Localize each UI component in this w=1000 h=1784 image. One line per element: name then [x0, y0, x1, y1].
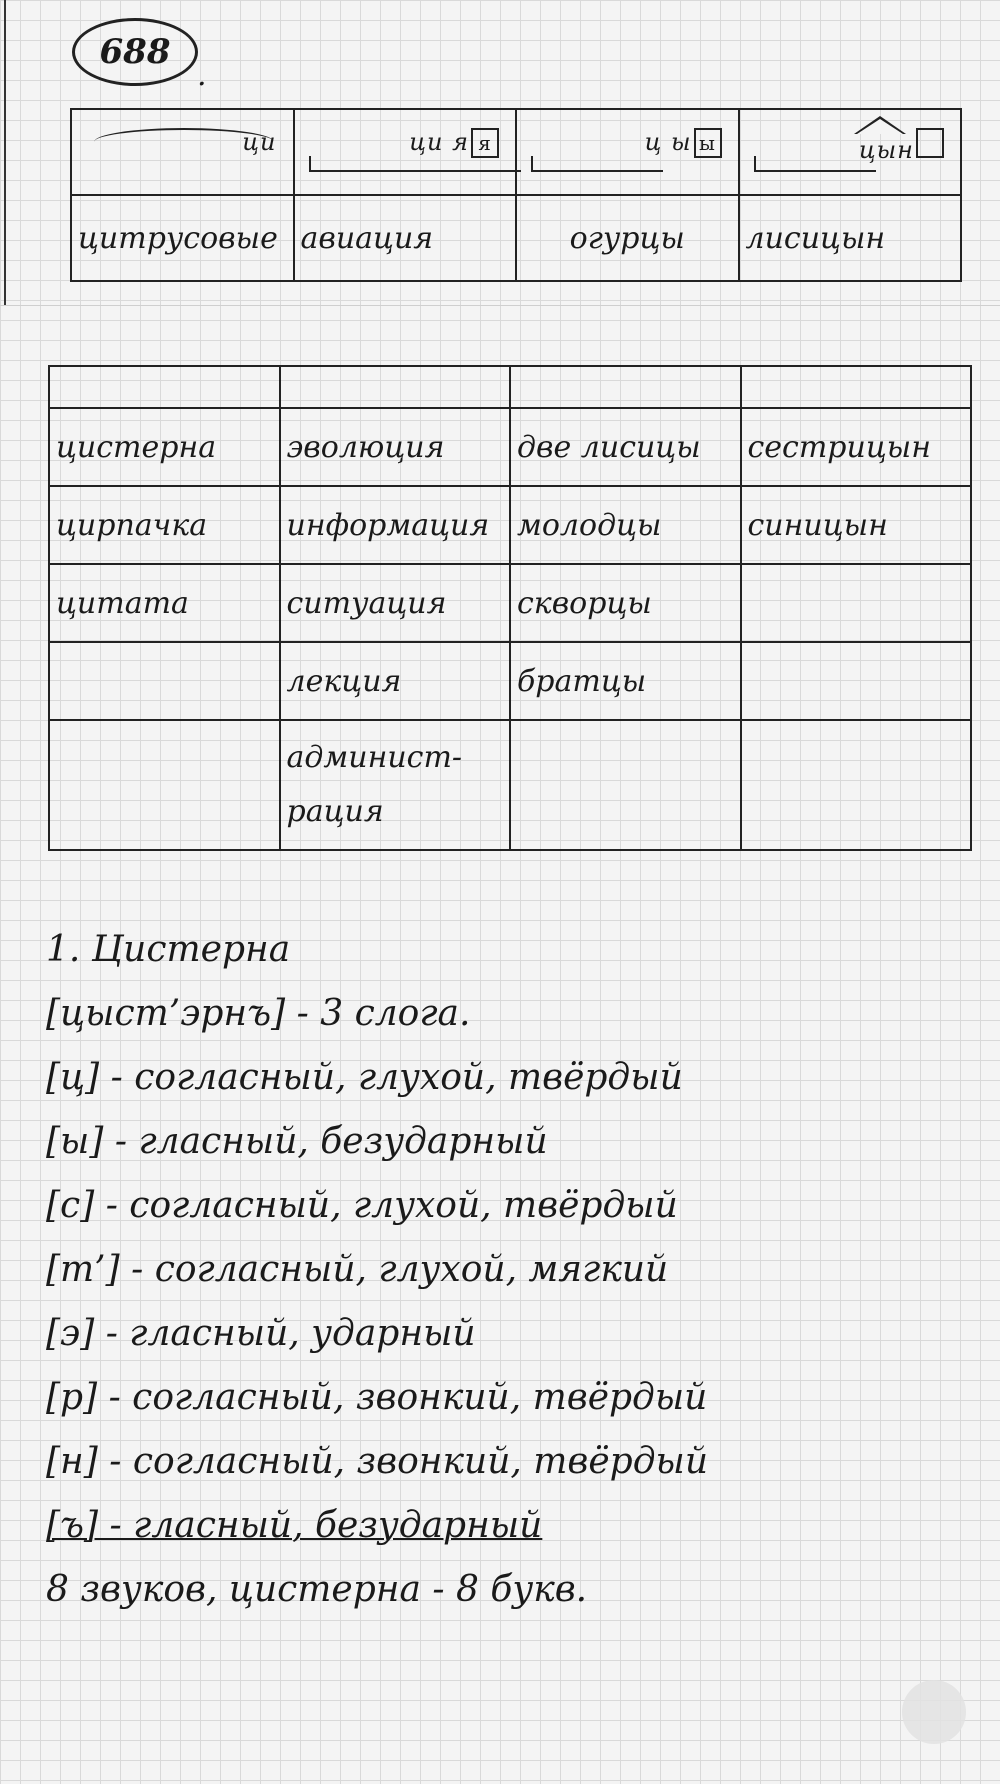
table-cell: авиация — [294, 195, 517, 281]
sound-line: [ц] - согласный, глухой, твёрдый — [46, 1057, 683, 1098]
table-cell — [49, 720, 280, 850]
table-cell: цитрусовые — [71, 195, 294, 281]
table-cell: молодцы — [510, 486, 741, 564]
table-cell: админист- рация — [280, 720, 511, 850]
stem-bracket — [309, 156, 521, 172]
table-cell — [49, 642, 280, 720]
analysis-title: 1. Цистерна — [46, 929, 291, 970]
table-row — [49, 642, 971, 720]
table-cell: синицын — [741, 486, 972, 564]
header-cell-cy: ц ы ы — [516, 109, 739, 195]
stem-bracket — [531, 156, 663, 172]
watermark-logo — [902, 1680, 966, 1744]
sound-line: [н] - согласный, звонкий, твёрдый — [46, 1441, 709, 1482]
number-dot: . — [197, 58, 207, 93]
table-row — [49, 486, 971, 564]
table-cell: огурцы — [516, 195, 739, 281]
spelling-table-continued — [48, 365, 972, 851]
table-cell: ситуация — [280, 564, 511, 642]
table-row — [49, 564, 971, 642]
table-cell: скворцы — [510, 564, 741, 642]
summary-line: 8 звуков, цистерна - 8 букв. — [46, 1569, 588, 1610]
table-cell: две лисицы — [510, 408, 741, 486]
table-cell — [741, 564, 972, 642]
table-cell — [510, 720, 741, 850]
sound-line: [ы] - гласный, безударный — [46, 1121, 548, 1162]
table-cell: братцы — [510, 642, 741, 720]
sound-line: [р] - согласный, звонкий, твёрдый — [46, 1377, 708, 1418]
sound-line: [с] - согласный, глухой, твёрдый — [46, 1185, 678, 1226]
margin-line — [4, 0, 6, 305]
table-cell: цирпачка — [49, 486, 280, 564]
table-cell: сестрицын — [741, 408, 972, 486]
transcription-line: [цыст’эрнъ] - 3 слога. — [46, 993, 471, 1034]
header-cell-cyn: цын — [739, 109, 962, 195]
phonetic-analysis — [46, 918, 966, 1622]
table-cell: цистерна — [49, 408, 280, 486]
stem-bracket — [754, 156, 876, 172]
table-cell — [741, 720, 972, 850]
sound-line: [т’] - согласный, глухой, мягкий — [46, 1249, 669, 1290]
table-row — [49, 720, 971, 850]
table-row — [49, 408, 971, 486]
table-cell: лекция — [280, 642, 511, 720]
table-cell: лисицын — [739, 195, 962, 281]
header-cell-ciya: ци я я — [294, 109, 517, 195]
header-cell-ci: ци — [71, 109, 294, 195]
spelling-table-header — [70, 108, 962, 282]
ending-box: ы — [694, 128, 722, 158]
sound-line: [ъ] - гласный, безударный — [46, 1505, 543, 1546]
table-cell: информация — [280, 486, 511, 564]
table-cell: эволюция — [280, 408, 511, 486]
exercise-number: 688 — [72, 18, 198, 86]
ending-box — [916, 128, 944, 158]
table-cell: цитата — [49, 564, 280, 642]
sound-line: [э] - гласный, ударный — [46, 1313, 476, 1354]
ending-box: я — [471, 128, 499, 158]
table-cell — [741, 642, 972, 720]
